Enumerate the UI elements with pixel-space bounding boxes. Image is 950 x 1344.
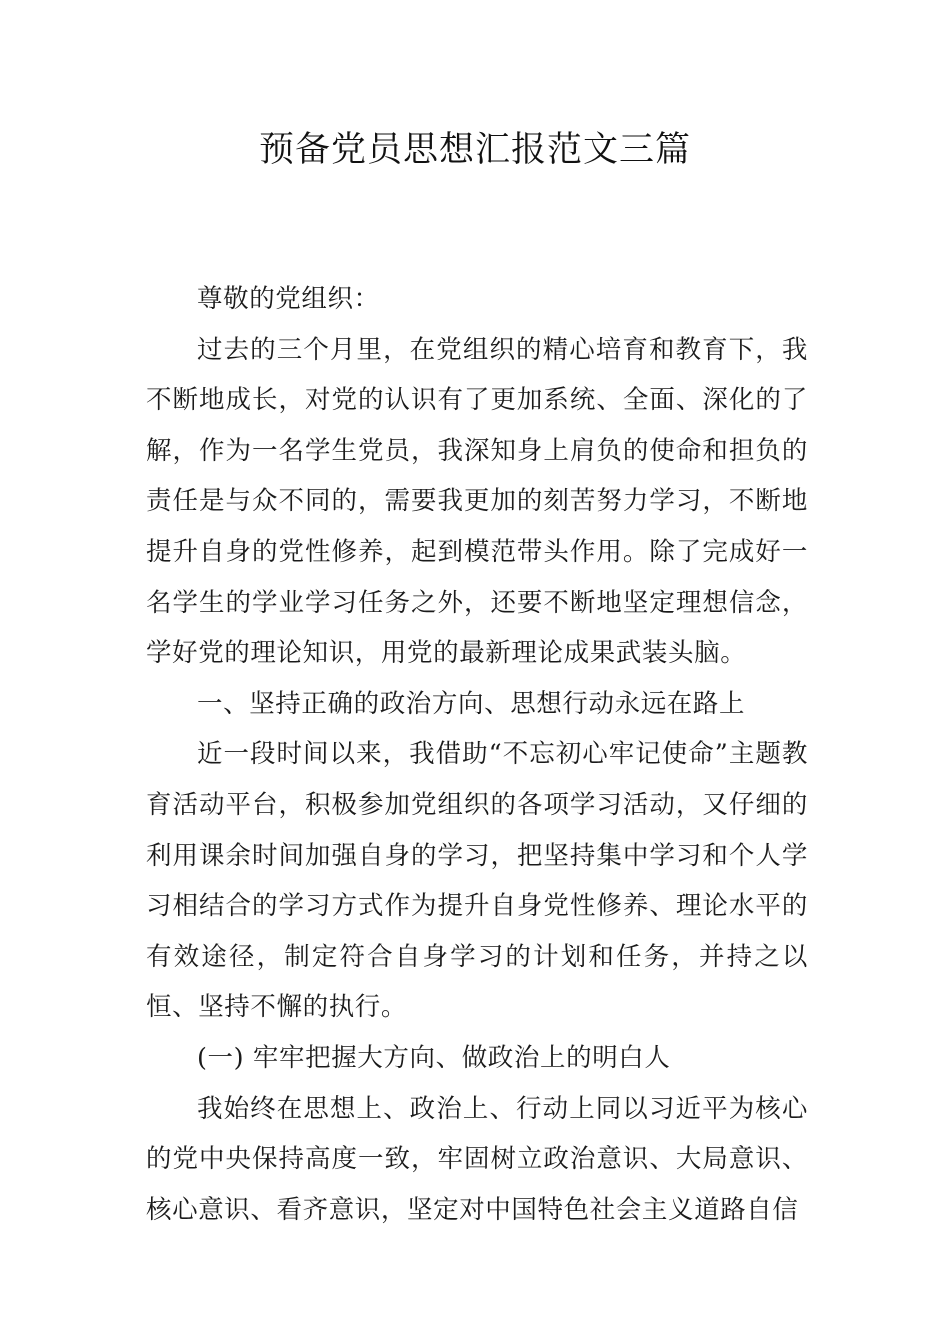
document-title: 预备党员思想汇报范文三篇 [258, 130, 691, 170]
body-paragraph-intro: 过去的三个月里，在党组织的精心培育和教育下，我不断地成长，对党的认识有了更加系统、全面、深化的了解，作为一名学生党员，我深知身上肩负的使命和担负的责任是与众不同的，需要我更加的刻苦努力学习，不断地提升自身的党性修养，起到模范带头作用。除了完成好一名学生的学业学习任务之外，还要不断地坚定理想信念，学好党的理论知识，用党的最新理论成果武装头脑。 [146, 334, 808, 669]
body-paragraph-subsection-1: 我始终在思想上、政治上、行动上同以习近平为核心的党中央保持高度一致，牢固树立政治意识、大局意识、核心意识、看齐意识，坚定对中国特色社会主义道路自信 [146, 1093, 808, 1225]
body-paragraph-section-1: 近一段时间以来，我借助“不忘初心牢记使命”主题教育活动平台，积极参加党组织的各项学习活动，又仔细的利用课余时间加强自身的学习，把坚持集中学习和个人学习相结合的学习方式作为提升自身党性修养、理论水平的有效途径，制定符合自身学习的计划和任务，并持之以恒、坚持不懈的执行。 [146, 739, 808, 1023]
salutation: 尊敬的党组织： [197, 284, 380, 314]
subsection-heading-1: (一) 牢牢把握大方向、做政治上的明白人 [197, 1042, 671, 1073]
document-body [146, 274, 808, 1235]
section-heading-1: 一、坚持正确的政治方向、思想行动永远在路上 [197, 688, 746, 719]
